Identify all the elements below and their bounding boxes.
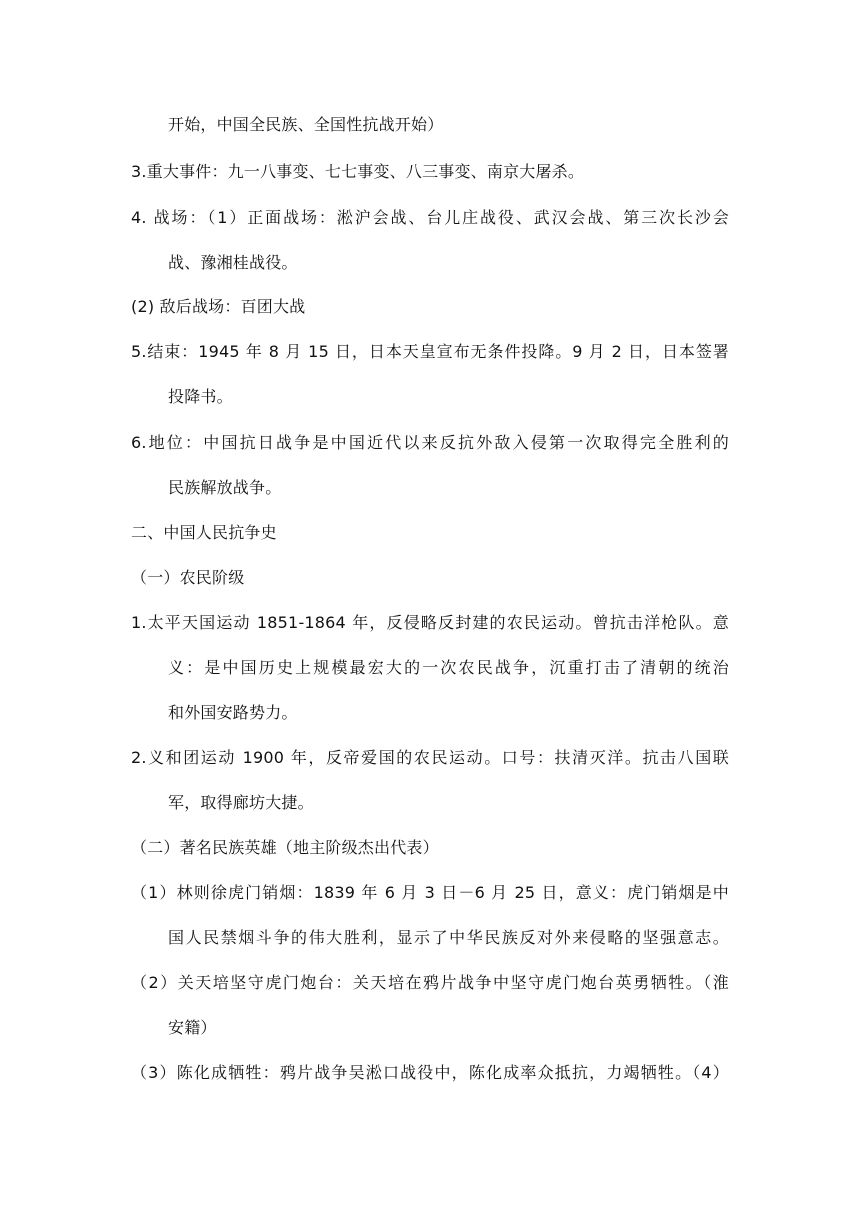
subsection-heading-1: （一）农民阶级 [131,568,245,587]
section-heading-2: 二、中国人民抗争史 [131,523,277,542]
text-line-8: 6.地位：中国抗日战争是中国近代以来反抗外敌入侵第一次取得完全胜利的 [131,433,729,452]
text-line-7: 投降书。 [168,387,233,406]
text-line-19: 国人民禁烟斗争的伟大胜利，显示了中华民族反对外来侵略的坚强意志。 [168,928,729,947]
text-line-2: 3.重大事件：九一八事变、七七事变、八三事变、南京大屠杀。 [131,162,585,181]
text-line-16: 军，取得廊坊大捷。 [168,793,314,812]
text-line-9: 民族解放战争。 [168,478,282,497]
text-line-20: （2）关天培坚守虎门炮台：关天培在鸦片战争中坚守虎门炮台英勇牺牲。（淮 [131,973,729,992]
text-line-6: 5.结束：1945 年 8 月 15 日，日本天皇宣布无条件投降。9 月 2 日，日本签署 [131,342,729,361]
text-line-5: (2) 敌后战场：百团大战 [131,297,306,316]
text-line-3: 4. 战场：（1）正面战场：淞沪会战、台儿庄战役、武汉会战、第三次长沙会 [131,208,729,227]
text-line-12: 1.太平天国运动 1851-1864 年，反侵略反封建的农民运动。曾抗击洋枪队。意 [131,613,729,632]
text-line-18: （1）林则徐虎门销烟：1839 年 6 月 3 日－6 月 25 日，意义：虎门销烟是中 [131,883,729,902]
text-line-13: 义：是中国历史上规模最宏大的一次农民战争，沉重打击了清朝的统治 [168,658,729,677]
text-line-14: 和外国安路势力。 [168,703,298,722]
text-line-21: 安籍） [168,1018,217,1037]
text-line-1: 开始，中国全民族、全国性抗战开始） [168,115,444,134]
text-line-15: 2.义和团运动 1900 年，反帝爱国的农民运动。口号：扶清灭洋。抗击八国联 [131,748,729,767]
text-line-4: 战、豫湘桂战役。 [168,253,298,272]
text-line-22: （3）陈化成牺牲：鸦片战争吴淞口战役中，陈化成率众抵抗，力竭牺牲。（4） [131,1063,729,1082]
subsection-heading-2: （二）著名民族英雄（地主阶级杰出代表） [131,838,439,857]
